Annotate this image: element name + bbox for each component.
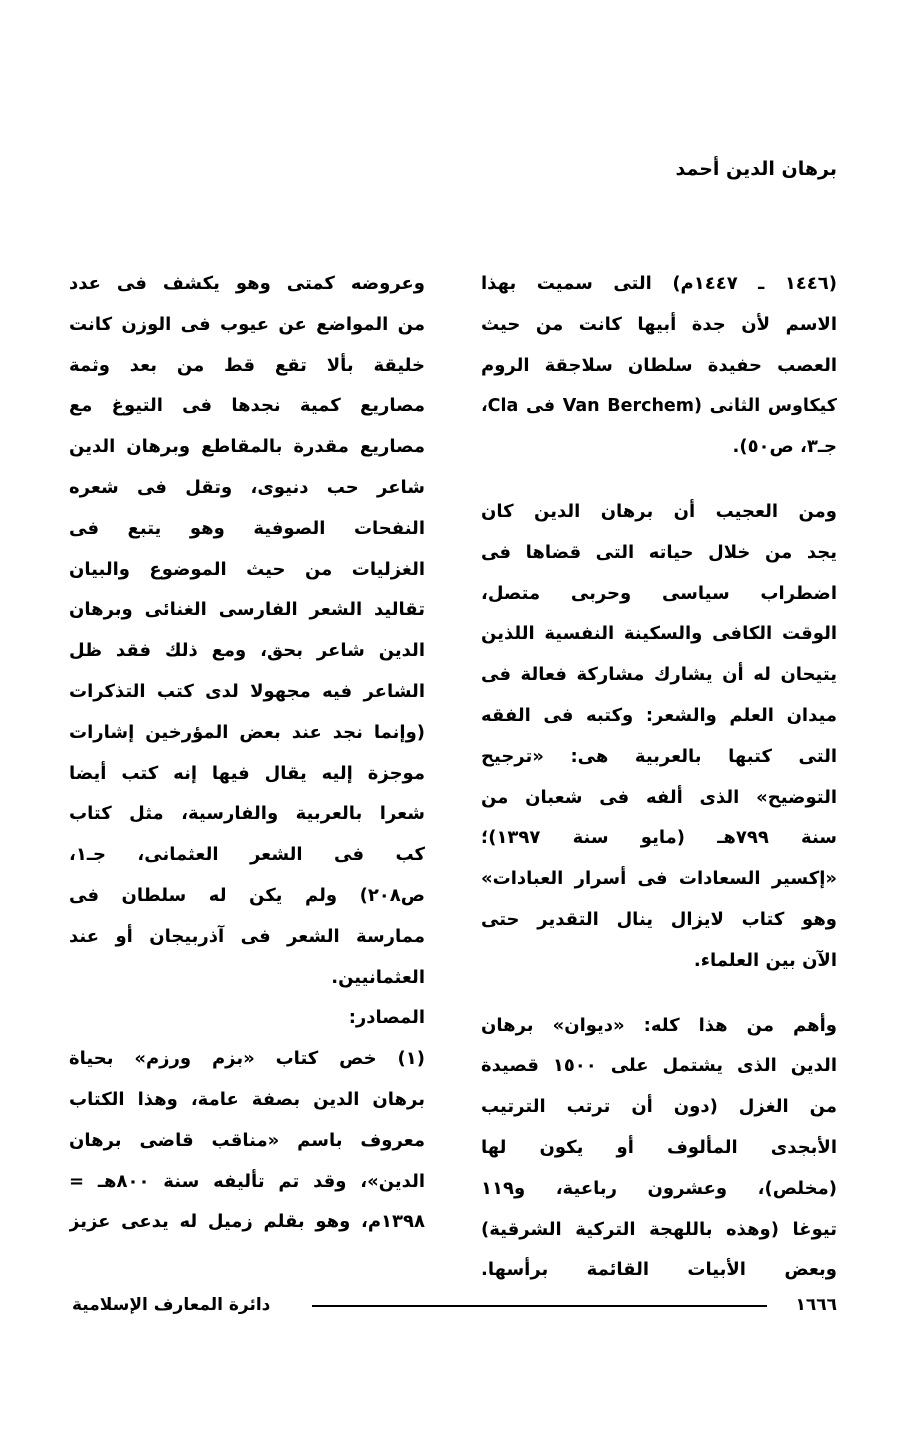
page-number: ١٦٦٦ [795, 1295, 837, 1315]
text-line: شعرا بالعربية والفارسية، مثل كتاب [69, 803, 425, 825]
text-line: كب فى الشعر العثمانى، جـ١، [69, 844, 425, 866]
text-line: ١٣٩٨م، وهو بقلم زميل له يدعى عزيز [69, 1211, 425, 1233]
text-line: من المواضع عن عيوب فى الوزن كانت [69, 313, 425, 335]
text-line: (وإنما نجد عند بعض المؤرخين إشارات [69, 721, 425, 743]
text-line: الغزليات من حيث الموضوع والبيان [69, 558, 425, 580]
text-line: الدين»، وقد تم تأليفه سنة ٨٠٠هـ = [69, 1170, 425, 1192]
text-line: خليقة بألا تقع قط من بعد وثمة [69, 354, 425, 376]
text-line: الاسم لأن جدة أبيها كانت من حيث [481, 313, 837, 335]
encyclopedia-name: دائرة المعارف الإسلامية [72, 1295, 271, 1315]
right-column [481, 264, 837, 1291]
text-line: تيوغا (وهذه باللهجة التركية الشرقية) [481, 1218, 837, 1240]
text-line: اضطراب سياسى وحربى متصل، [481, 582, 837, 604]
text-line: (١) خص كتاب «بزم ورزم» بحياة [69, 1048, 425, 1070]
text-line: يجد من خلال حياته التى قضاها فى [481, 541, 837, 563]
page-footer [72, 1290, 837, 1320]
right-paragraph-2 [481, 492, 837, 982]
right-paragraph-3 [481, 1006, 837, 1292]
text-line: العصب حفيدة سلطان سلاجقة الروم [481, 354, 837, 376]
sources-heading: المصادر: [348, 1007, 425, 1029]
text-line: برهان الدين بصفة عامة، وهذا الكتاب [69, 1088, 425, 1110]
text-line: التى كتبها بالعربية هى: «ترجيح [481, 745, 837, 767]
text-line: (١٤٤٦ ـ ١٤٤٧م) التى سميت بهذا [481, 273, 837, 294]
text-line: «إكسير السعادات فى أسرار العبادات» [481, 868, 837, 890]
text-line: يتيحان له أن يشارك مشاركة فعالة فى [481, 664, 837, 686]
text-line: الآن بين العلماء. [693, 949, 837, 971]
text-line: الوقت الكافى والسكينة النفسية اللذين [481, 623, 837, 645]
left-column [69, 264, 425, 1243]
text-line: موجزة إليه يقال فيها إنه كتب أيضا [69, 762, 425, 784]
text-line: مصاريع مقدرة بالمقاطع وبرهان الدين [69, 436, 425, 458]
text-line: وعروضه كمتى وهو يكشف فى عدد [69, 273, 425, 294]
text-line: وهو كتاب لايزال ينال التقدير حتى [481, 908, 837, 930]
text-line: ممارسة الشعر فى آذربيجان أو عند [69, 925, 425, 947]
text-line: الأبجدى المألوف أو يكون لها [481, 1136, 837, 1158]
text-line: كيكاوس الثانى (Van Berchem فى Cla، [481, 396, 837, 417]
text-line: وأهم من هذا كله: «ديوان» برهان [481, 1014, 837, 1036]
text-line: ومن العجيب أن برهان الدين كان [481, 500, 837, 522]
running-head-title: برهان الدين أحمد [675, 158, 837, 180]
paragraph-gap [481, 982, 837, 1006]
text-line: التوضيح» الذى ألفه فى شعبان من [481, 786, 837, 808]
paragraph-gap [481, 468, 837, 492]
text-line: العثمانيين. [331, 966, 425, 988]
text-line: ص٢٠٨) ولم يكن له سلطان فى [69, 884, 425, 906]
text-line: سنة ٧٩٩هـ (مايو سنة ١٣٩٧)؛ [481, 827, 837, 849]
text-line: تقاليد الشعر الفارسى الغنائى وبرهان [69, 599, 425, 621]
left-paragraph-1 [69, 264, 425, 998]
text-line: من الغزل (دون أن ترتب الترتيب [481, 1096, 837, 1118]
left-paragraph-2 [69, 1039, 425, 1243]
text-line: الدين الذى يشتمل على ١٥٠٠ قصيدة [481, 1055, 837, 1077]
text-line: شاعر حب دنيوى، وتقل فى شعره [69, 476, 425, 498]
text-line: جـ٣، ص٥٠). [732, 436, 837, 458]
text-line: معروف باسم «مناقب قاضى برهان [69, 1129, 425, 1151]
text-line: وبعض الأبيات القائمة برأسها. [481, 1259, 837, 1281]
text-line: مصاريع كمية نجدها فى التيوغ مع [69, 395, 425, 417]
footer-rule [312, 1305, 767, 1307]
text-line: النفحات الصوفية وهو يتبع فى [69, 517, 425, 539]
right-paragraph-1 [481, 264, 837, 468]
text-line: (مخلص)، وعشرون رباعية، و١١٩ [481, 1177, 837, 1199]
text-line: ميدان العلم والشعر: وكتبه فى الفقه [481, 704, 837, 726]
text-line: الدين شاعر بحق، ومع ذلك فقد ظل [69, 640, 425, 662]
text-line: الشاعر فيه مجهولا لدى كتب التذكرات [69, 680, 425, 702]
